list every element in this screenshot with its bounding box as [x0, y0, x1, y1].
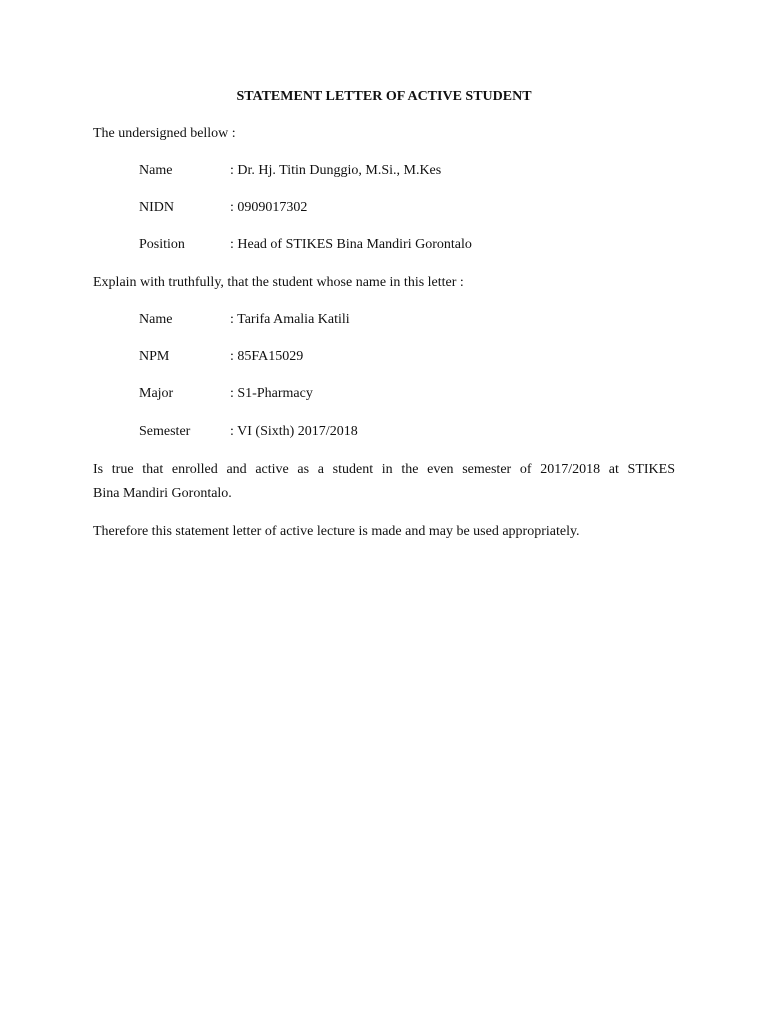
explain-text: Explain with truthfully, that the student whose name in this letter : — [93, 275, 464, 290]
field-value: : Dr. Hj. Titin Dunggio, M.Si., M.Kes — [230, 163, 442, 178]
field-label: Name — [139, 163, 173, 178]
student-semester-row — [139, 424, 699, 440]
field-value: : 85FA15029 — [230, 349, 304, 364]
field-label: Name — [139, 312, 173, 327]
field-label: Position — [139, 237, 185, 252]
field-value: : 0909017302 — [230, 200, 308, 215]
closing-text: Therefore this statement letter of active lecture is made and may be used appropriately. — [93, 524, 580, 539]
student-name-row — [139, 312, 699, 328]
signatory-position-row — [139, 237, 699, 253]
field-value: : S1-Pharmacy — [230, 386, 313, 401]
letter-title: STATEMENT LETTER OF ACTIVE STUDENT — [236, 89, 532, 104]
field-value: : Head of STIKES Bina Mandiri Gorontalo — [230, 237, 472, 252]
student-major-row — [139, 386, 699, 402]
field-label: Major — [139, 386, 174, 401]
signatory-nidn-row — [139, 200, 699, 216]
field-value: : Tarifa Amalia Katili — [230, 312, 350, 327]
field-label: Semester — [139, 424, 191, 439]
intro-text: The undersigned bellow : — [93, 126, 236, 141]
field-label: NIDN — [139, 200, 174, 215]
field-value: : VI (Sixth) 2017/2018 — [230, 424, 358, 439]
signatory-name-row — [139, 163, 699, 179]
student-npm-row — [139, 349, 699, 365]
statement-paragraph — [93, 458, 675, 506]
field-label: NPM — [139, 349, 170, 364]
statement-line-1: Is true that enrolled and active as a student in the even semester of 2017/2018 at STIKES — [93, 462, 675, 477]
statement-line-2: Bina Mandiri Gorontalo. — [93, 486, 232, 501]
